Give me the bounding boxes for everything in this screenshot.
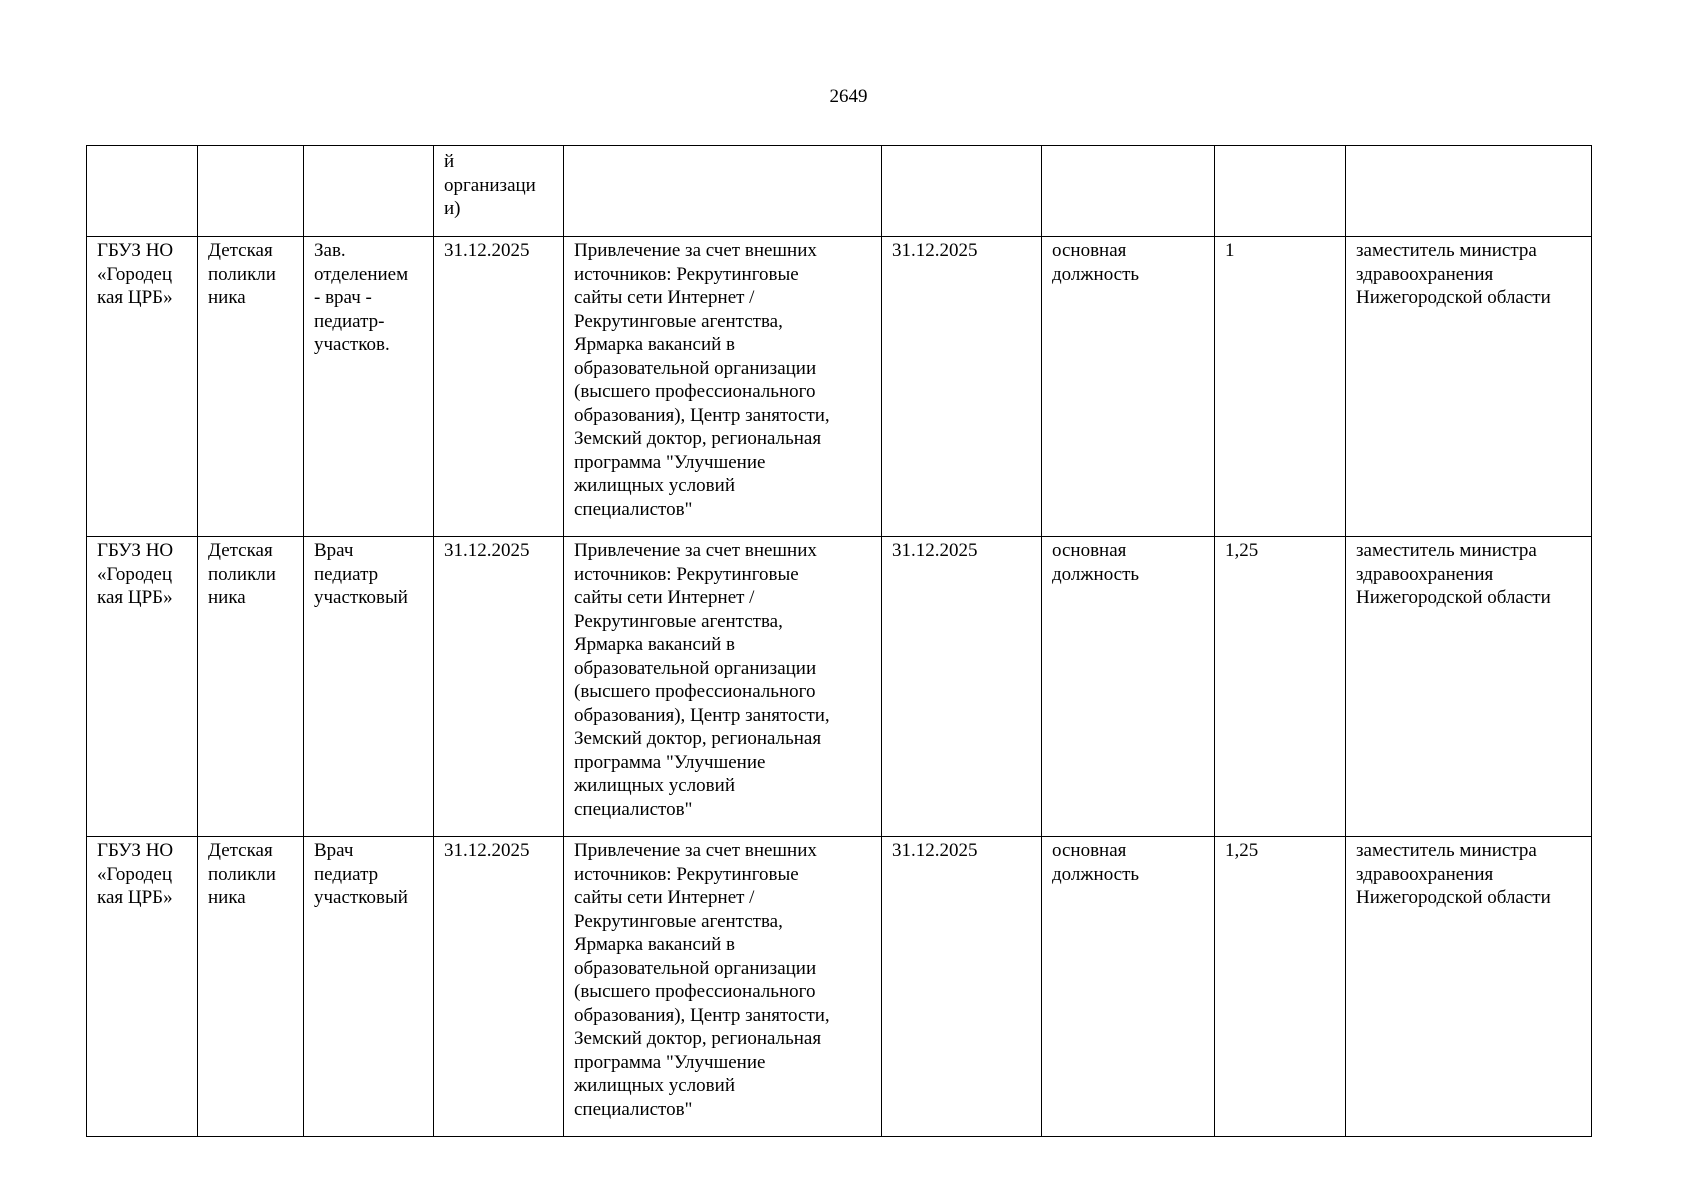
- responsible-cell: заместитель министра здравоохранения Нижегородской области: [1346, 537, 1592, 837]
- position-cell: Врач педиатр участковый: [304, 837, 434, 1137]
- rate-cell: 1,25: [1215, 537, 1346, 837]
- measures-cell: Привлечение за счет внешних источников: Рекрутинговые сайты сети Интернет / Рекрутинговые агентства, Ярмарка вакансий в образовательной организации (высшего профессионального образования), Центр занятости, Земский доктор, региональная программа "Улучшение жилищных условий специалистов": [564, 837, 882, 1137]
- unit-cell: Детская поликли ника: [198, 237, 304, 537]
- date-cell: 31.12.2025: [882, 837, 1042, 1137]
- unit-cell: Детская поликли ника: [198, 837, 304, 1137]
- table-cell: й организаци и): [434, 146, 564, 237]
- table-row: [87, 537, 1592, 837]
- date-cell: 31.12.2025: [434, 237, 564, 537]
- table-row: [87, 837, 1592, 1137]
- unit-cell: Детская поликли ника: [198, 537, 304, 837]
- institution-cell: ГБУЗ НО «Городец кая ЦРБ»: [87, 237, 198, 537]
- position-type-cell: основная должность: [1042, 537, 1215, 837]
- responsible-cell: заместитель министра здравоохранения Нижегородской области: [1346, 837, 1592, 1137]
- date-cell: 31.12.2025: [434, 537, 564, 837]
- position-cell: Зав. отделением - врач - педиатр- участков.: [304, 237, 434, 537]
- institution-cell: ГБУЗ НО «Городец кая ЦРБ»: [87, 537, 198, 837]
- rate-cell: 1,25: [1215, 837, 1346, 1137]
- table-cell: [1215, 146, 1346, 237]
- date-cell: 31.12.2025: [882, 537, 1042, 837]
- table-cell: [87, 146, 198, 237]
- vacancy-table: [86, 145, 1592, 1137]
- table-cell: [1042, 146, 1215, 237]
- institution-cell: ГБУЗ НО «Городец кая ЦРБ»: [87, 837, 198, 1137]
- table-cell: [882, 146, 1042, 237]
- responsible-cell: заместитель министра здравоохранения Нижегородской области: [1346, 237, 1592, 537]
- page-number: 2649: [829, 86, 868, 107]
- date-cell: 31.12.2025: [882, 237, 1042, 537]
- measures-cell: Привлечение за счет внешних источников: Рекрутинговые сайты сети Интернет / Рекрутинговые агентства, Ярмарка вакансий в образовательной организации (высшего профессионального образования), Центр занятости, Земский доктор, региональная программа "Улучшение жилищных условий специалистов": [564, 237, 882, 537]
- position-cell: Врач педиатр участковый: [304, 537, 434, 837]
- table-cell: [304, 146, 434, 237]
- table-row: [87, 237, 1592, 537]
- position-type-cell: основная должность: [1042, 837, 1215, 1137]
- measures-cell: Привлечение за счет внешних источников: Рекрутинговые сайты сети Интернет / Рекрутинговые агентства, Ярмарка вакансий в образовательной организации (высшего профессионального образования), Центр занятости, Земский доктор, региональная программа "Улучшение жилищных условий специалистов": [564, 537, 882, 837]
- date-cell: 31.12.2025: [434, 837, 564, 1137]
- rate-cell: 1: [1215, 237, 1346, 537]
- table-continuation-row: [87, 146, 1592, 237]
- table-cell: [564, 146, 882, 237]
- table-cell: [1346, 146, 1592, 237]
- table-cell: [198, 146, 304, 237]
- position-type-cell: основная должность: [1042, 237, 1215, 537]
